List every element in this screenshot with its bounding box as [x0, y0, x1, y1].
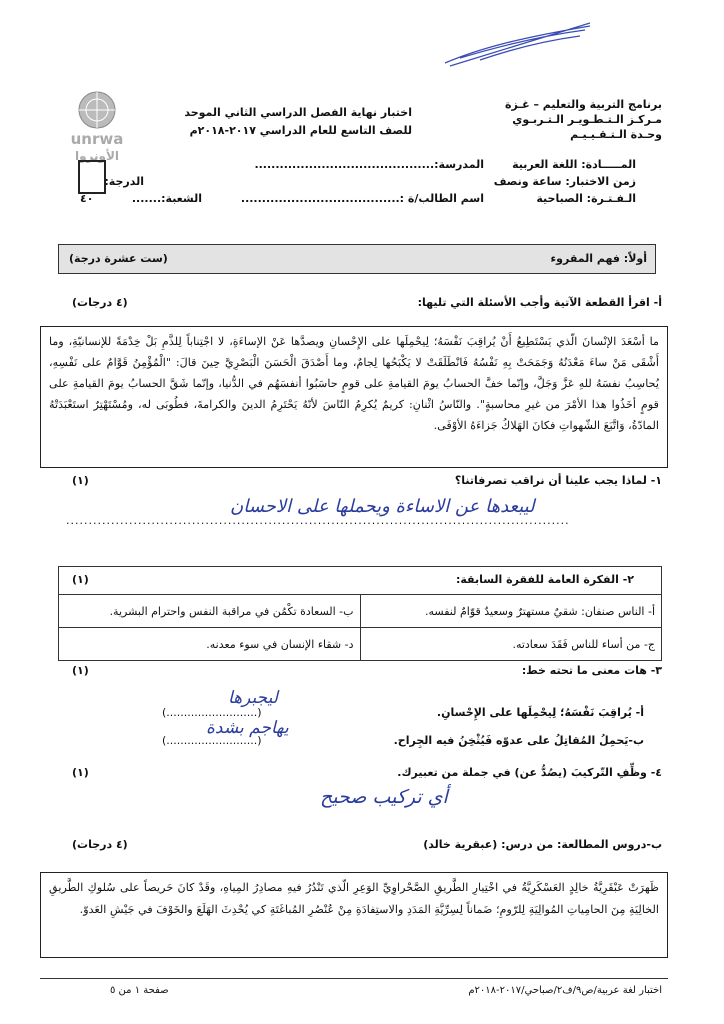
- time-label: زمن الاختبار: ساعة ونصف: [493, 175, 636, 188]
- question-3-text: ٣- هات معنى ما تحته خط:: [521, 664, 662, 677]
- question-2-options-table: [58, 594, 662, 661]
- footer-exam-code: اختبار لغة عربية/ص٩/ف٢/صباحي/٢٠١٧-٢٠١٨م: [468, 985, 662, 996]
- grade-label: الدرجة:: [104, 175, 144, 188]
- logo-text-en: unrwa: [70, 130, 124, 148]
- section-points: (ست عشرة درجة): [69, 252, 168, 265]
- question-2-points: (١): [72, 573, 89, 586]
- reading-passage-box: [40, 326, 668, 468]
- footer-page-number: صفحة ١ من ٥: [110, 985, 169, 996]
- answer-3b-handwriting: يهاجم بشدة: [206, 718, 289, 738]
- footer-divider: [40, 978, 668, 979]
- question-4-text: ٤- وظِّفِ التّركيبَ (يصُدُّ عن) في جملة من تعبيرك.: [397, 766, 662, 779]
- unit-title: وحـدة الـتـقـيـيـم: [570, 128, 662, 141]
- question-3b-text: ب-يَحمِلُ المُقاتِلُ على عدوّه فَيُثْخِنُ فيه الجِراح.: [393, 734, 644, 747]
- part-b-points: (٤ درجات): [72, 838, 128, 851]
- question-2-title-row: [58, 566, 662, 594]
- question-2-text: ٢- الفكرة العامة للفقرة السابقة:: [455, 573, 634, 586]
- subject-label: المـــــادة: اللغة العربية: [512, 158, 636, 171]
- exam-title: اختبار نهاية الفصل الدراسي الثاني الموحد: [184, 106, 412, 119]
- program-title: برنامج التربية والتعليم – غـزة: [505, 98, 662, 111]
- option-b[interactable]: ب- السعادة تكْمُن في مراقبة النفس واحترام البشرية.: [59, 595, 361, 628]
- answer-3a-handwriting: ليجبرها: [228, 688, 278, 708]
- answer-4-handwriting: أي تركيب صحيح: [320, 786, 448, 808]
- question-1-points: (١): [72, 474, 89, 487]
- exam-subtitle: للصف التاسع للعام الدراسي ٢٠١٧-٢٠١٨م: [189, 124, 412, 137]
- reading-passage-b-box: [40, 872, 668, 958]
- logo-text-ar: الأونروا: [74, 149, 120, 163]
- option-d[interactable]: د- شقاء الإنسان في سوء معدنه.: [59, 628, 361, 661]
- option-a[interactable]: أ- الناس صنفان: شقيٌ مستهترٌ وسعيدٌ قوّامٌ لنفسه.: [360, 595, 662, 628]
- option-c[interactable]: ج- من أساء للناس فَقَدَ سعادته.: [360, 628, 662, 661]
- grade-box[interactable]: [78, 160, 106, 194]
- question-3b-blank[interactable]: (..........................): [162, 734, 262, 747]
- grade-total: ٤٠: [80, 192, 94, 205]
- student-name-field[interactable]: اسم الطالب/ة :......................................: [240, 192, 484, 205]
- question-1-text: ١- لماذا يجب علينا أن نراقب تصرفاتنا؟: [454, 474, 662, 487]
- answer-1-handwriting: ليبعدها عن الاساءة ويحملها على الاحسان: [230, 496, 535, 517]
- question-3-points: (١): [72, 664, 89, 677]
- question-3a-text: أ- يُراقِبَ نَفْسَهُ؛ لِيحْمِلَها على الإِحْسانِ.: [436, 706, 644, 719]
- center-title: مـركـز الـتـطـويـر الـتـربـوي: [512, 113, 662, 126]
- part-a-instruction: أ- اقرأ القطعة الآتية وأجب الأسئلة التي تليها:: [417, 296, 662, 309]
- reading-passage-text: ما أسْعَدَ الإنْسانَ الّذي يَسْتَطِيعُ أَنْ يُراقِبَ نَفْسَهُ؛ لِيحْمِلَها على الإِحْسانِ ويصدَّها عَنْ الإساءَةِ، لا اجْتِناباً لِلذَّمِ بَلْ خِدْمَةً للإنسانيّةِ، وما أَشْقَى مَنْ ساءَ مَعْدَنُهُ وَجَمَحَتْ بِهِ نَفْسُهُ فَانْطَلَقَتْ لا يَكْبَحُها لِجامٌ، وما أَصْدَقَ الْحَسَنَ الْبَصْرِيَّ حِينَ قالَ: "الْمُؤْمِنُ قَوَّامٌ على نَفْسِهِ، يُحاسِبُ نفسَهُ للهِ عَزَّ وَجَلَّ، وإنّما خفَّ الحسابُ يومَ القيامةِ على قومٍ حاسَبُوا أنفسَهُم في الدُّنيا، وإنّما شَقَّ الحسابُ يومَ القيامةِ على قومٍ أخَذُوا هذا الأمْرَ من غيرِ محاسبةٍ". والنّاسُ اثْنانِ: كريمٌ يُكرِمُ النّاسَ لأنّهُ يَحْتَرِمُ الدينَ والكرامةَ، فطُوبَى له، ومُسْتَهْتِرٌ استَعْبَدَتْهُ المادّةُ، وَاتَّبَعَ الشّهواتِ فكانَ الهَلاكُ جَزاءَهُ الأوْفَى.: [49, 335, 659, 432]
- reading-passage-b-text: ظَهرَتْ عَبْقَرِيَّةُ خالِدٍ العَسْكَرِيَّةُ في اخْتِيارِ الطَّريقِ الصَّحْراوِيِّ الوَعِرِ الّذي تَنْدُرُ فيهِ مصادِرُ المِياهِ، وقَدْ كانَ حَريصاً على سُلوكِ الطَّريقِ الخالِيَةِ مِنَ الحامِياتِ المُوالِيَةِ لِلرّومِ؛ ضَماناً لِسِرِّيَّةِ المَدَدِ والاستِفادَةِ مِنْ عُنْصُرِ المُباغَتَةِ كي يُحْدِثَ الهَلَعَ والخَوْفَ في جَيْشِ العَدوّ.: [49, 881, 659, 916]
- answer-1-line[interactable]: ................................................................................................................: [66, 514, 570, 527]
- section-title: أولاً: فهم المقروء: [550, 252, 647, 265]
- school-field[interactable]: المدرسة:...........................................: [254, 158, 484, 171]
- section-field[interactable]: الشعبة:.......: [131, 192, 202, 205]
- signature-scribble: [440, 18, 600, 73]
- unrwa-logo: [62, 88, 132, 168]
- period-label: الـفـتـرة: الصباحية: [536, 192, 636, 205]
- part-a-points: (٤ درجات): [72, 296, 128, 309]
- question-3a-blank[interactable]: (..........................): [162, 706, 262, 719]
- section-header-bar: [58, 244, 656, 274]
- part-b-title: ب-دروس المطالعة: من درس: (عبقرية خالد): [423, 838, 662, 851]
- question-4-points: (١): [72, 766, 89, 779]
